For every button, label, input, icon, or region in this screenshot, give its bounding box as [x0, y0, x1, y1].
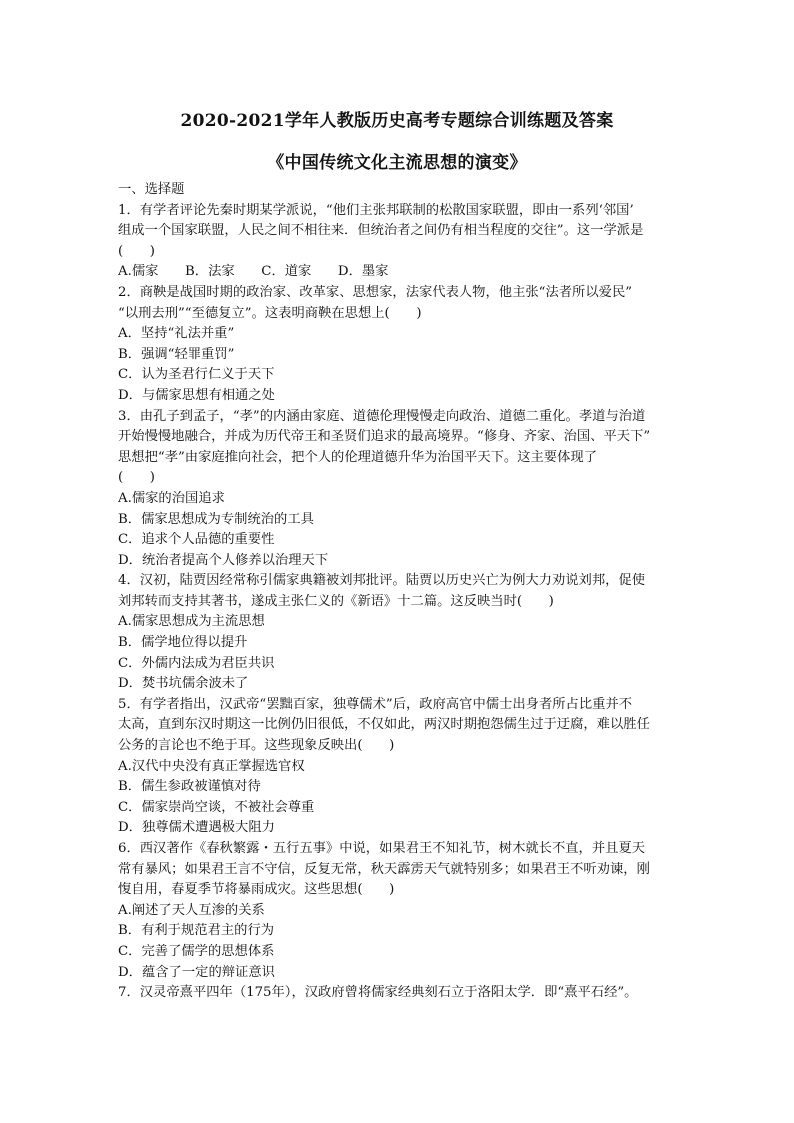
text-line: 2．商鞅是战国时期的政治家、改革家、思想家，法家代表人物，他主张“法者所以爱民” — [118, 284, 633, 300]
text-line: 思想把“孝”由家庭推向社会，把个人的伦理道德升华为治国平天下。这主要体现了 — [118, 449, 597, 465]
text-line: B．儒生参政被谨慎对待 — [118, 779, 261, 795]
text-line: B．有利于规范君主的行为 — [118, 923, 275, 939]
document-title: 2020-2021学年人教版历史高考专题综合训练题及答案 — [180, 111, 614, 131]
text-line: 开始慢慢地融合，并成为历代帝王和圣贤们追求的最高境界。“修身、齐家、治国、平天下” — [118, 429, 651, 445]
text-line: 太高，直到东汉时期这一比例仍旧很低，不仅如此，两汉时期抱怨儒生过于迂腐，难以胜任 — [118, 717, 650, 733]
text-line: A.儒家的治国追求 — [118, 490, 225, 506]
text-line: A.阐述了天人互渗的关系 — [118, 902, 265, 918]
text-line: 1．有学者评论先秦时期某学派说，“他们主张邦联制的松散国家联盟，即由一系列‘邻国’ — [118, 202, 634, 218]
text-line: ( ) — [118, 470, 155, 486]
text-line: 组成一个国家联盟，人民之间不相往来．但统治者之间仍有相当程度的交往”。这一学派是 — [118, 223, 644, 239]
text-line: C．追求个人品德的重要性 — [118, 532, 275, 548]
text-line: C．儒家崇尚空谈，不被社会尊重 — [118, 799, 315, 815]
text-line: D．蕴含了一定的辩证意识 — [118, 964, 275, 980]
text-line: B．儒学地位得以提升 — [118, 635, 248, 651]
text-line: D．焚书坑儒余波未了 — [118, 676, 249, 692]
text-line: A.儒家思想成为主流思想 — [118, 614, 265, 630]
text-line: 3．由孔子到孟子，“孝”的内涵由家庭、道德伦理慢慢走向政治、道德二重化。孝道与治道 — [118, 408, 646, 424]
text-line: 愎自用，春夏季节将暴雨成灾。这些思想( ) — [118, 882, 395, 898]
text-line: B．强调“轻罪重罚” — [118, 346, 235, 362]
text-line: C．完善了儒学的思想体系 — [118, 943, 275, 959]
text-line: 公务的言论也不绝于耳。这些现象反映出( ) — [118, 738, 395, 754]
text-line: D．与儒家思想有相通之处 — [118, 387, 275, 403]
text-line: C．认为圣君行仁义于天下 — [118, 367, 275, 383]
text-line: D．统治者提高个人修养以治理天下 — [118, 552, 329, 568]
text-line: 刘邦转而支持其著书，遂成主张仁义的《新语》十二篇。这反映当时( ) — [118, 593, 554, 609]
text-line: 5．有学者指出，汉武帝“罢黜百家，独尊儒术”后，政府高官中儒士出身者所占比重并不 — [118, 696, 633, 712]
text-line: D．独尊儒术遭遇极大阻力 — [118, 820, 275, 836]
question-body — [118, 180, 686, 1004]
text-line: A．坚持“礼法并重” — [118, 326, 235, 342]
document-subtitle: 《中国传统文化主流思想的演变》 — [267, 153, 527, 173]
text-line: A.儒家 B．法家 C．道家 D．墨家 — [118, 264, 389, 280]
text-line: B．儒家思想成为专制统治的工具 — [118, 511, 314, 527]
section-heading: 一、选择题 — [118, 182, 185, 197]
text-line: “以刑去刑”“至德复立”。这表明商鞅在思想上( ) — [118, 305, 422, 321]
text-line: C．外儒内法成为君臣共识 — [118, 655, 275, 671]
text-line: 常有暴风；如果君王言不守信，反复无常，秋天霹雳天气就特别多；如果君王不听劝谏，刚 — [118, 861, 650, 877]
text-line: ( ) — [118, 243, 155, 259]
text-line: A.汉代中央没有真正掌握选官权 — [118, 758, 305, 774]
text-line: 6．西汉著作《春秋繁露・五行五事》中说，如果君王不知礼节，树木就长不直，并且夏天 — [118, 841, 646, 856]
text-line: 7．汉灵帝熹平四年（175年），汉政府曾将儒家经典刻石立于洛阳太学．即“熹平石经”。 — [118, 985, 638, 1001]
text-line: 4．汉初，陆贾因经常称引儒家典籍被刘邦批评。陆贾以历史兴亡为例大力劝说刘邦，促使 — [118, 573, 646, 589]
